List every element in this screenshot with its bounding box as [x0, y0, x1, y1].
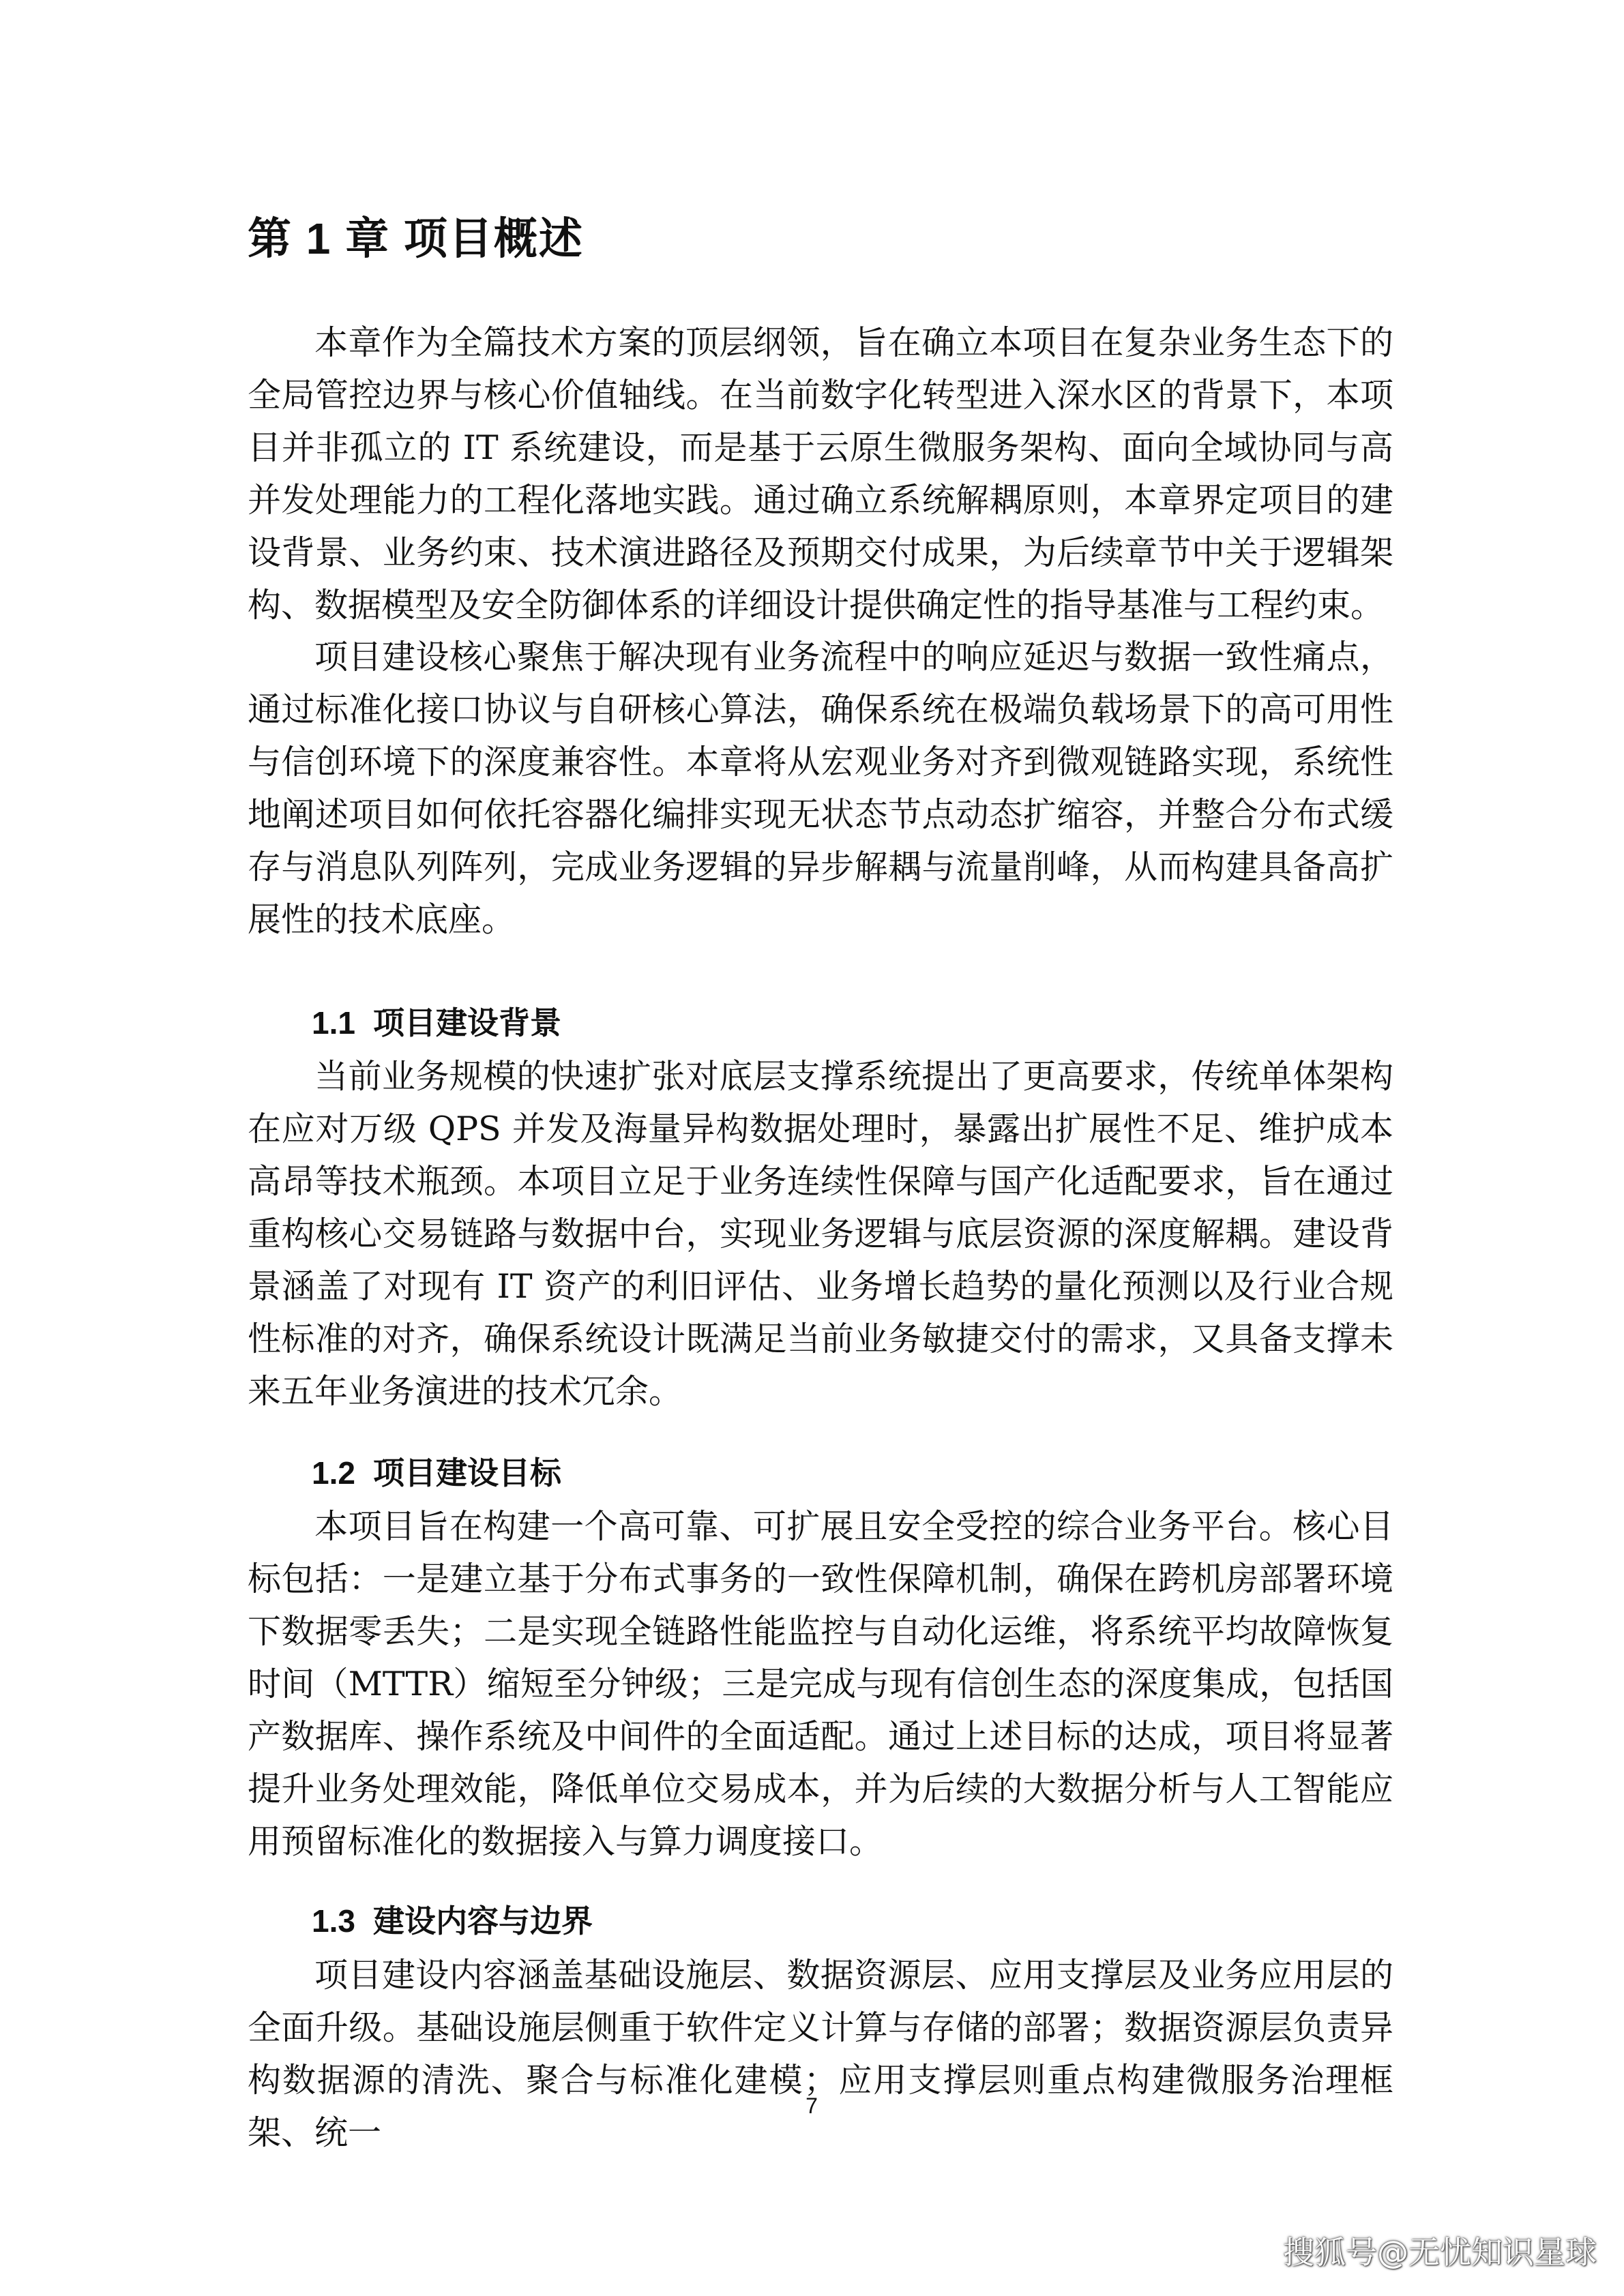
section-heading-1-2 — [312, 1450, 561, 1495]
section-title: 项目建设背景 — [372, 1005, 561, 1041]
section-1-3-paragraph: 项目建设内容涵盖基础设施层、数据资源层、应用支撑层及业务应用层的全面升级。基础设施层侧重于软件定义计算与存储的部署；数据资源层负责异构数据源的清洗、聚合与标准化建模；应用支撑层则重点构建微服务治理框架、统一 — [248, 1956, 1393, 2152]
section-number: 1.2 — [312, 1455, 355, 1491]
intro-paragraph-2: 项目建设核心聚焦于解决现有业务流程中的响应延迟与数据一致性痛点，通过标准化接口协议与自研核心算法，确保系统在极端负载场景下的高可用性与信创环境下的深度兼容性。本章将从宏观业务对齐到微观链路实现，系统性地阐述项目如何依托容器化编排实现无状态节点动态扩缩容，并整合分布式缓存与消息队列阵列，完成业务逻辑的异步解耦与流量削峰，从而构建具备高扩展性的技术底座。 — [248, 638, 1393, 939]
section-heading-1-3 — [312, 1898, 593, 1943]
intro-paragraph-1: 本章作为全篇技术方案的顶层纲领，旨在确立本项目在复杂业务生态下的全局管控边界与核心价值轴线。在当前数字化转型进入深水区的背景下，本项目并非孤立的 IT 系统建设，而是基于云原生微服务架构、面向全域协同与高并发处理能力的工程化落地实践。通过确立系统解耦原则，本章界定项目的建设背景、业务约束、技术演进路径及预期交付成果，为后续章节中关于逻辑架构、数据模型及安全防御体系的详细设计提供确定性的指导基准与工程约束。 — [248, 323, 1393, 625]
section-number: 1.1 — [312, 1005, 355, 1041]
section-number: 1.3 — [312, 1903, 355, 1939]
watermark: 搜狐号@无忧知识星球 — [1283, 2234, 1597, 2271]
page-number: 7 — [806, 2093, 818, 2118]
chapter-title: 第 1 章 项目概述 — [248, 214, 584, 263]
section-1-1-paragraph: 当前业务规模的快速扩张对底层支撑系统提出了更高要求，传统单体架构在应对万级 QPS 并发及海量异构数据处理时，暴露出扩展性不足、维护成本高昂等技术瓶颈。本项目立足于业务连续性保障与国产化适配要求，旨在通过重构核心交易链路与数据中台，实现业务逻辑与底层资源的深度解耦。建设背景涵盖了对现有 IT 资产的利旧评估、业务增长趋势的量化预测以及行业合规性标准的对齐，确保系统设计既满足当前业务敏捷交付的需求，又具备支撑未来五年业务演进的技术冗余。 — [248, 1057, 1393, 1411]
section-1-2-paragraph: 本项目旨在构建一个高可靠、可扩展且安全受控的综合业务平台。核心目标包括：一是建立基于分布式事务的一致性保障机制，确保在跨机房部署环境下数据零丢失；二是实现全链路性能监控与自动化运维，将系统平均故障恢复时间（MTTR）缩短至分钟级；三是完成与现有信创生态的深度集成，包括国产数据库、操作系统及中间件的全面适配。通过上述目标的达成，项目将显著提升业务处理效能，降低单位交易成本，并为后续的大数据分析与人工智能应用预留标准化的数据接入与算力调度接口。 — [248, 1507, 1393, 1861]
section-title: 建设内容与边界 — [372, 1903, 593, 1939]
section-heading-1-1 — [312, 1000, 561, 1045]
section-title: 项目建设目标 — [372, 1455, 561, 1491]
